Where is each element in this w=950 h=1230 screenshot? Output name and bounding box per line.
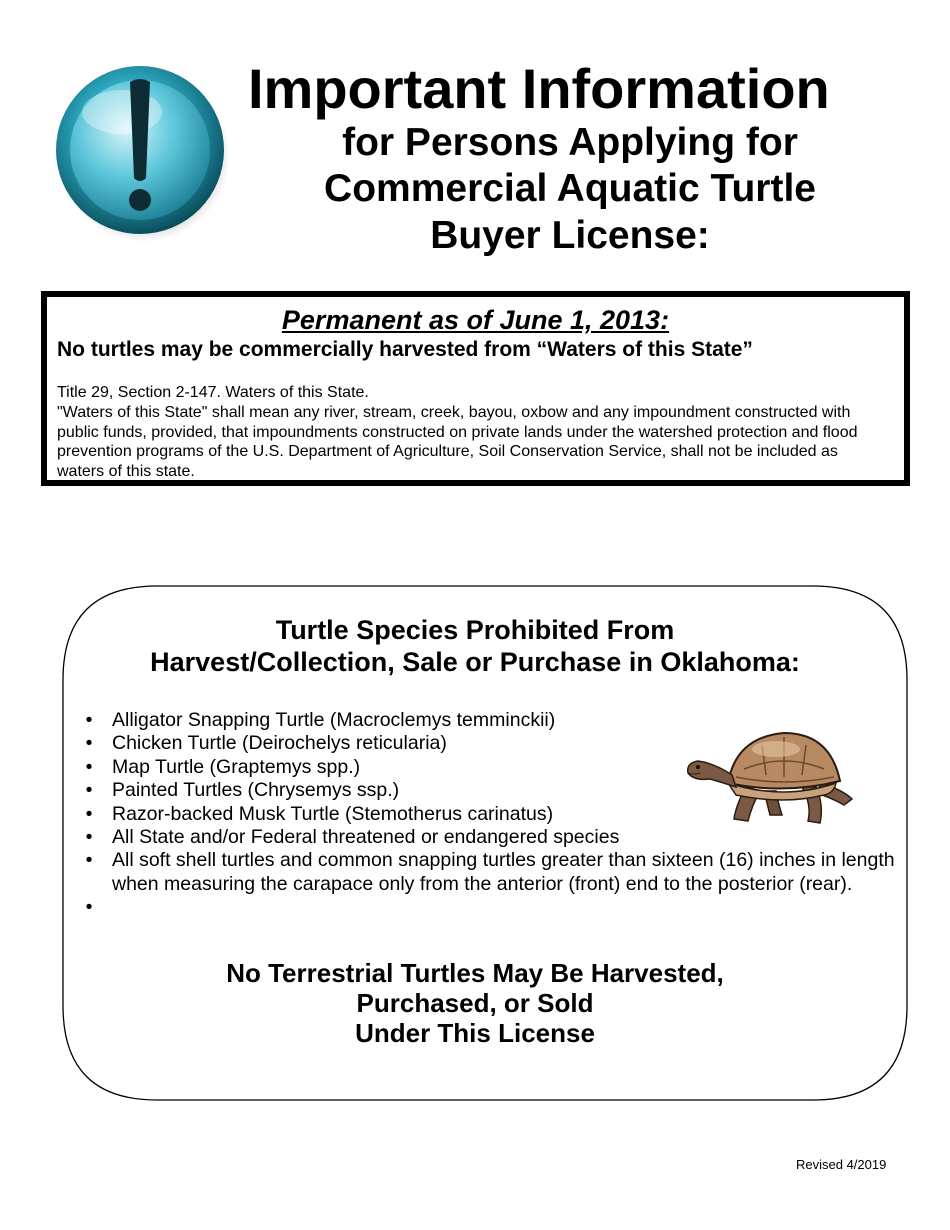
list-item-text: All State and/or Federal threatened or endangered species bbox=[112, 826, 620, 849]
notice-citation: Title 29, Section 2-147. Waters of this State. bbox=[57, 384, 369, 401]
closing-line-2: Purchased, or Sold bbox=[356, 988, 594, 1018]
revision-date: Revised 4/2019 bbox=[796, 1157, 887, 1172]
exclamation-icon bbox=[52, 60, 230, 242]
notice-box bbox=[41, 291, 910, 486]
list-item bbox=[85, 849, 902, 896]
bullet-icon: • bbox=[85, 849, 93, 872]
bullet-icon: • bbox=[85, 709, 93, 731]
notice-body: "Waters of this State" shall mean any river, stream, creek, bayou, oxbow and any impoundment constructed with public funds, provided, that impoundments constructed on private lands under the watershed protection and flood prevention programs of the U.S. Department of Agriculture, Soil Conservation Service, shall not be included as waters of this state. bbox=[57, 404, 858, 480]
list-item-text: Razor-backed Musk Turtle (Stemotherus carinatus) bbox=[112, 802, 554, 825]
list-item-text: All soft shell turtles and common snapping turtles greater than sixteen (16) inches in length when measuring the carapace only from the anterior (front) end to the posterior (rear). bbox=[112, 849, 895, 895]
page-subtitle-line-2: Commercial Aquatic Turtle bbox=[324, 167, 816, 210]
bullet-icon: • bbox=[85, 826, 93, 849]
closing-line-3: Under This License bbox=[355, 1018, 595, 1048]
list-item bbox=[85, 826, 902, 849]
bullet-icon: • bbox=[85, 896, 93, 919]
closing-line-1: No Terrestrial Turtles May Be Harvested, bbox=[226, 958, 724, 988]
list-item-text: Painted Turtles (Chrysemys ssp.) bbox=[112, 779, 400, 802]
bullet-icon: • bbox=[85, 779, 93, 802]
list-item-empty bbox=[85, 896, 902, 919]
list-item-text: Map Turtle (Graptemys spp.) bbox=[112, 755, 361, 778]
species-heading bbox=[62, 614, 888, 678]
notice-heading: Permanent as of June 1, 2013: bbox=[281, 305, 670, 335]
list-item-text: Chicken Turtle (Deirochelys reticularia) bbox=[112, 732, 447, 755]
list-item-text: Alligator Snapping Turtle (Macroclemys temminckii) bbox=[112, 709, 556, 731]
species-heading-line-1: Turtle Species Prohibited From bbox=[275, 615, 675, 645]
page-subtitle-line-1: for Persons Applying for bbox=[342, 121, 798, 164]
page-title: Important Information bbox=[248, 57, 830, 120]
notice-subheading: No turtles may be commercially harvested from “Waters of this State” bbox=[57, 338, 753, 361]
page-subtitle-line-3: Buyer License: bbox=[430, 214, 710, 257]
turtle-icon bbox=[684, 725, 854, 827]
bullet-icon: • bbox=[85, 755, 93, 778]
bullet-icon: • bbox=[85, 802, 93, 825]
species-heading-line-2: Harvest/Collection, Sale or Purchase in Oklahoma: bbox=[150, 647, 800, 677]
closing-statement bbox=[62, 958, 888, 1048]
bullet-icon: • bbox=[85, 732, 93, 755]
